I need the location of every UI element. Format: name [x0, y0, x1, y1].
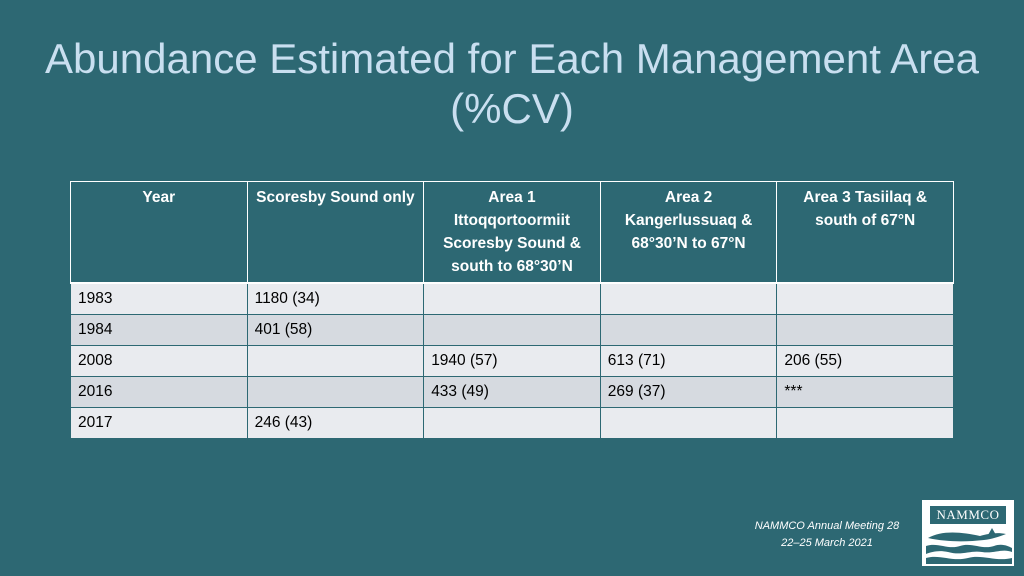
footer-line2: 22–25 March 2021	[781, 537, 873, 549]
column-header-area-1: Area 1 Ittoqqortoormiit Scoresby Sound & south to 68°30’N	[424, 182, 601, 284]
page-title-line2: (%CV)	[450, 85, 574, 132]
table-row	[71, 408, 954, 439]
table-cell	[424, 283, 601, 315]
abundance-table	[70, 181, 954, 439]
table-cell: 206 (55)	[777, 346, 954, 377]
footer-meeting-info	[742, 518, 912, 552]
page-title	[30, 34, 994, 134]
column-header-area-2: Area 2 Kangerlussuaq & 68°30’N to 67°N	[600, 182, 777, 284]
table-cell	[600, 408, 777, 439]
table-cell: 433 (49)	[424, 377, 601, 408]
table-row	[71, 377, 954, 408]
table-row	[71, 283, 954, 315]
whale-wave-logo-icon	[922, 524, 1014, 566]
column-header-year: Year	[71, 182, 248, 284]
table-cell: 1983	[71, 283, 248, 315]
table-cell: 1180 (34)	[247, 283, 424, 315]
column-header-area-3: Area 3 Tasiilaq & south of 67°N	[777, 182, 954, 284]
table-cell: 269 (37)	[600, 377, 777, 408]
nammco-logo	[922, 500, 1014, 566]
table-cell	[600, 315, 777, 346]
logo-text: NAMMCO	[930, 506, 1006, 524]
table-cell	[424, 408, 601, 439]
footer-line1: NAMMCO Annual Meeting 28	[754, 520, 900, 532]
table-cell: 1940 (57)	[424, 346, 601, 377]
table-cell	[424, 315, 601, 346]
table-cell	[247, 377, 424, 408]
table-cell: 2016	[71, 377, 248, 408]
table-row	[71, 315, 954, 346]
table-cell: 613 (71)	[600, 346, 777, 377]
table-cell: 401 (58)	[247, 315, 424, 346]
table-cell	[247, 346, 424, 377]
table-cell: 2017	[71, 408, 248, 439]
table-cell	[600, 283, 777, 315]
table-cell: 246 (43)	[247, 408, 424, 439]
table-cell: 1984	[71, 315, 248, 346]
table-row	[71, 346, 954, 377]
table-cell	[777, 408, 954, 439]
table-cell: 2008	[71, 346, 248, 377]
table-header-row	[71, 182, 954, 284]
table-cell	[777, 283, 954, 315]
column-header-scoresby-sound: Scoresby Sound only	[247, 182, 424, 284]
table-cell	[777, 315, 954, 346]
table-cell: ***	[777, 377, 954, 408]
page-title-line1: Abundance Estimated for Each Management Area	[45, 35, 979, 82]
